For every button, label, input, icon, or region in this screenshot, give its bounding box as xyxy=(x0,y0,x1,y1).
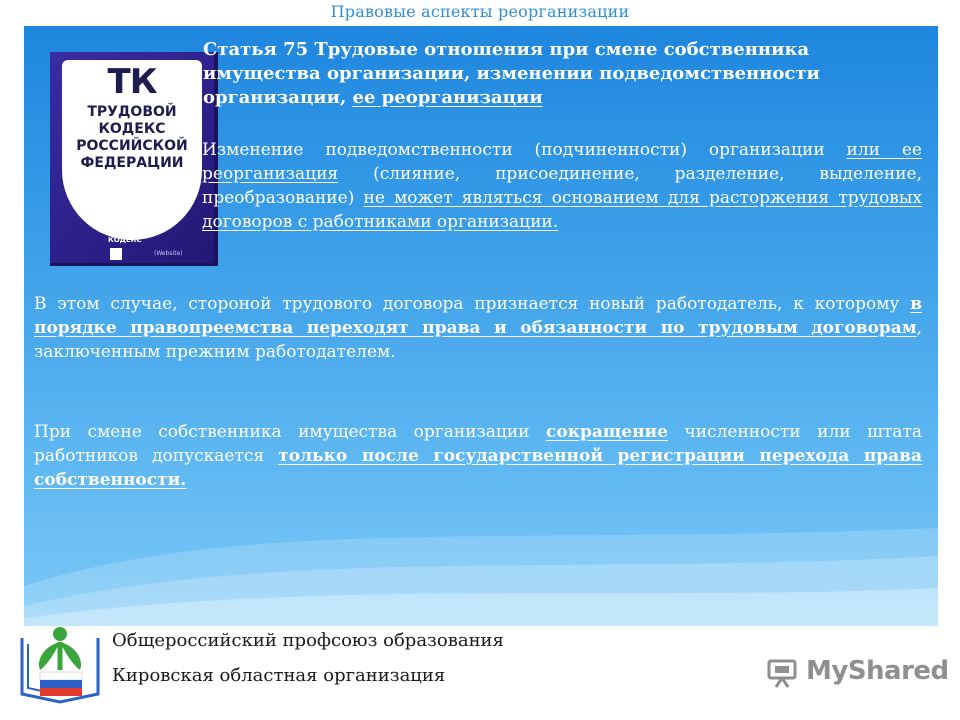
book-title-line: РОССИЙСКОЙ xyxy=(76,138,188,154)
book-publisher: КОДЕКС xyxy=(108,236,142,244)
paragraph-subordination xyxy=(202,138,922,234)
para1-underlined-2: не может являться основанием для расторжения трудовых договоров с работниками организации. xyxy=(202,188,922,232)
footer-union-name: Общероссийский профсоюз образования xyxy=(112,630,504,651)
book-title-line: КОДЕКС xyxy=(98,121,166,137)
publisher-logo-icon xyxy=(110,248,122,260)
slide-header-title: Правовые аспекты реорганизации xyxy=(330,2,630,21)
para1-text-2: (слияние, присоединение, разделение, выделение, преобразование) xyxy=(202,164,922,208)
para2-text-1: В этом случае, стороной трудового договора признается новый работодатель, к которому xyxy=(34,294,911,314)
para1-underlined-1: или ее реорганизация xyxy=(202,140,922,184)
paragraph-owner-change xyxy=(34,420,922,492)
para3-emphasis-1: сокращение xyxy=(546,422,668,442)
book-shield-emblem xyxy=(62,60,202,240)
para1-text-1: Изменение подведомственности (подчиненности) организации xyxy=(202,140,847,160)
paragraph-new-employer xyxy=(34,292,922,364)
labor-code-book-cover xyxy=(50,52,218,266)
article-title-text: Статья 75 Трудовые отношения при смене собственника имущества организации, изменении подведомственности организации, xyxy=(203,39,820,108)
book-title-block xyxy=(62,104,202,172)
para3-text-1: При смене собственника имущества организации xyxy=(34,422,547,442)
para2-text-2: , заключенным прежним работодателем. xyxy=(34,318,922,362)
footer-regional-org: Кировская областная организация xyxy=(112,665,446,686)
article-title xyxy=(203,38,923,110)
panel-wave-decoration xyxy=(24,506,938,626)
book-publisher-site: (Website) xyxy=(154,250,183,257)
para3-emphasis-2: только после государственной регистрации перехода права собственности. xyxy=(34,446,922,490)
para3-text-2: численности или штата работников допускается xyxy=(34,422,922,466)
book-title-line: ТРУДОВОЙ xyxy=(87,104,177,120)
article-title-underlined: ее реорганизации xyxy=(352,87,543,108)
para2-emphasis: в порядке правопреемства переходят права и обязанности по трудовым договорам xyxy=(34,294,922,338)
watermark-brand xyxy=(766,656,949,692)
book-title-line: ФЕДЕРАЦИИ xyxy=(80,155,184,171)
presentation-icon xyxy=(766,656,800,690)
brand-name: MyShared xyxy=(806,656,949,686)
book-emblem-tk: ТК xyxy=(107,62,157,102)
union-logo-icon xyxy=(14,620,106,704)
